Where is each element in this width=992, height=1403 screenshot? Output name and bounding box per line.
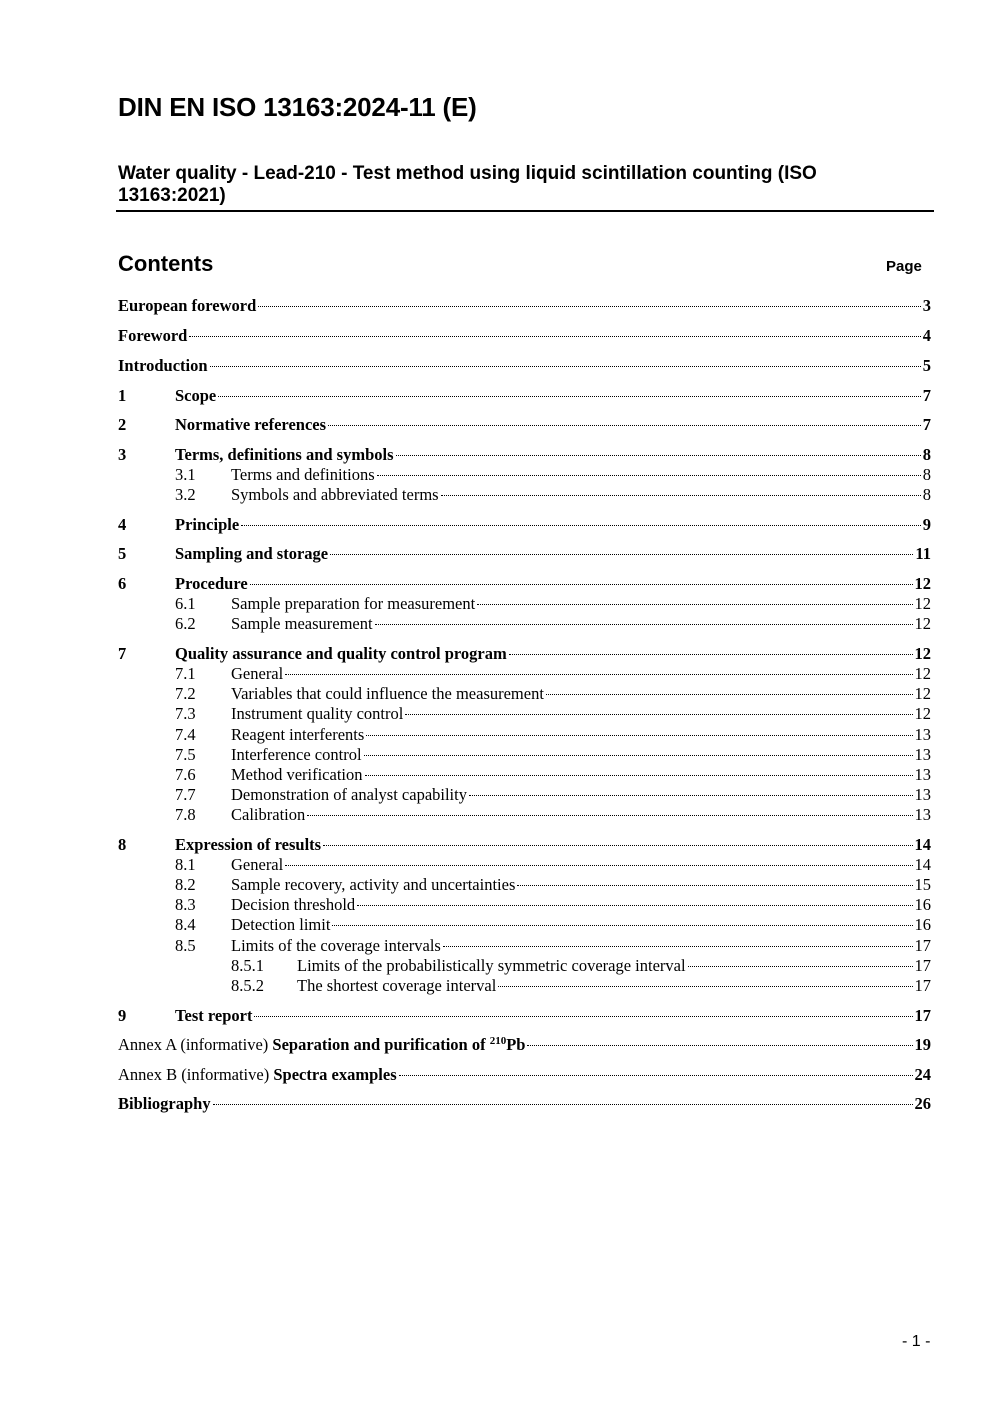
toc-entry-number: 3.1: [175, 465, 196, 484]
toc-entry-number: 8: [118, 835, 127, 854]
toc-entry-page: 12: [914, 574, 931, 593]
toc-entry-page: 17: [914, 956, 931, 975]
dot-leader: [285, 865, 912, 866]
toc-entry-page: 12: [914, 594, 931, 613]
toc-entry-number: 8.4: [175, 915, 196, 934]
toc-entry-8-3[interactable]: [118, 895, 931, 915]
toc-entry-title: The shortest coverage interval: [297, 976, 497, 995]
dot-leader: [396, 455, 921, 456]
toc-entry-annex-b[interactable]: [118, 1065, 931, 1085]
dot-leader: [477, 604, 912, 605]
dot-leader: [509, 654, 913, 655]
toc-entry-6-1[interactable]: [118, 594, 931, 614]
toc-entry-page: 13: [914, 745, 931, 764]
toc-entry-title: Sample recovery, activity and uncertainties: [231, 875, 516, 894]
toc-entry-page: 8: [922, 485, 931, 504]
dot-leader: [365, 775, 913, 776]
toc-entry-title: Principle: [175, 515, 240, 534]
toc-entry-number: 8.5: [175, 936, 196, 955]
toc-entry-7-1[interactable]: [118, 664, 931, 684]
toc-entry-page: 17: [914, 1006, 931, 1025]
toc-entry-number: 6.1: [175, 594, 196, 613]
dot-leader: [258, 306, 920, 307]
toc-entry-7-3[interactable]: [118, 704, 931, 724]
toc-entry-number: 8.5.2: [231, 976, 264, 995]
toc-entry-number: 8.1: [175, 855, 196, 874]
toc-entry-8-1[interactable]: [118, 855, 931, 875]
toc-entry-expression-of-results[interactable]: [118, 835, 931, 855]
toc-entry-7-2[interactable]: [118, 684, 931, 704]
toc-entry-page: 5: [922, 356, 931, 375]
toc-entry-7-7[interactable]: [118, 785, 931, 805]
dot-leader: [307, 815, 912, 816]
toc-entry-page: 14: [914, 855, 931, 874]
toc-entry-number: 7.8: [175, 805, 196, 824]
annex-title-text: Separation and purification of: [272, 1035, 490, 1054]
dot-leader: [330, 554, 913, 555]
toc-entry-european-foreword[interactable]: [118, 296, 931, 316]
dot-leader: [377, 475, 921, 476]
dot-leader: [688, 966, 913, 967]
toc-entry-number: 7.4: [175, 725, 196, 744]
toc-entry-number: 8.3: [175, 895, 196, 914]
toc-entry-number: 5: [118, 544, 127, 563]
toc-entry-number: 7: [118, 644, 127, 663]
toc-entry-page: 13: [914, 765, 931, 784]
toc-entry-page: 3: [922, 296, 931, 315]
annex-label: Annex A (informative): [118, 1035, 273, 1054]
dot-leader: [498, 986, 912, 987]
toc-entry-title: Instrument quality control: [231, 704, 404, 723]
toc-entry-title: Decision threshold: [231, 895, 356, 914]
toc-entry-title: European foreword: [118, 296, 257, 315]
toc-entry-page: 13: [914, 725, 931, 744]
toc-entry-number: 2: [118, 415, 127, 434]
toc-entry-number: 8.5.1: [231, 956, 264, 975]
toc-entry-title: Method verification: [231, 765, 363, 784]
toc-entry-page: 15: [914, 875, 931, 894]
toc-entry-3-2[interactable]: [118, 485, 931, 505]
dot-leader: [250, 584, 913, 585]
contents-heading: Contents: [118, 251, 214, 276]
toc-entry-title: Expression of results: [175, 835, 322, 854]
dot-leader: [323, 845, 912, 846]
toc-entry-number: 3.2: [175, 485, 196, 504]
annex-label: Annex B (informative): [118, 1065, 274, 1084]
toc-entry-procedure[interactable]: [118, 574, 931, 594]
toc-entry-page: 13: [914, 785, 931, 804]
toc-entry-title: Scope: [175, 386, 217, 405]
toc-entry-page: 11: [915, 544, 931, 563]
toc-entry-3-1[interactable]: [118, 465, 931, 485]
toc-entry-page: 12: [914, 684, 931, 703]
toc-entry-number: 3: [118, 445, 127, 464]
toc-entry-title: Quality assurance and quality control program: [175, 644, 507, 663]
dot-leader: [517, 885, 912, 886]
toc-entry-page: 16: [914, 915, 931, 934]
toc-entry-title: Limits of the coverage intervals: [231, 936, 441, 955]
toc-entry-number: 7.2: [175, 684, 196, 703]
toc-entry-principle[interactable]: [118, 515, 931, 535]
toc-entry-8-5-1[interactable]: [118, 956, 931, 976]
toc-entry-page: 14: [914, 835, 931, 854]
toc-entry-number: 7.1: [175, 664, 196, 683]
toc-entry-page: 8: [922, 445, 931, 464]
toc-entry-scope[interactable]: [118, 386, 931, 406]
toc-entry-title: Demonstration of analyst capability: [231, 785, 467, 804]
dot-leader: [364, 755, 913, 756]
toc-entry-6-2[interactable]: [118, 614, 931, 634]
dot-leader: [441, 495, 921, 496]
toc-entry-page: 26: [914, 1094, 931, 1113]
dot-leader: [546, 694, 913, 695]
toc-entry-page: 24: [914, 1065, 931, 1084]
toc-entry-7-5[interactable]: [118, 745, 931, 765]
toc-entry-number: 7.6: [175, 765, 196, 784]
page-number: - 1 -: [902, 1333, 931, 1350]
toc-entry-title: General: [231, 664, 284, 683]
toc-entry-title: Introduction: [118, 356, 208, 375]
dot-leader: [357, 905, 912, 906]
toc-entry-title: Limits of the probabilistically symmetric coverage interval: [297, 956, 686, 975]
toc-entry-number: 6.2: [175, 614, 196, 633]
toc-entry-8-4[interactable]: [118, 915, 931, 935]
toc-entry-number: 1: [118, 386, 127, 405]
toc-entry-number: 8.2: [175, 875, 196, 894]
toc-entry-8-5-2[interactable]: [118, 976, 931, 996]
toc-entry-8-2[interactable]: [118, 875, 931, 895]
toc-entry-title: Calibration: [231, 805, 306, 824]
toc-entry-page: 7: [922, 415, 931, 434]
toc-entry-normative-references[interactable]: [118, 415, 931, 435]
toc-entry-number: 9: [118, 1006, 127, 1025]
toc-entry-page: 12: [914, 644, 931, 663]
toc-entry-quality-assurance[interactable]: [118, 644, 931, 664]
toc-entry-page: 4: [922, 326, 931, 345]
document-title: Water quality - Lead-210 - Test method using liquid scintillation counting (ISO 13163:2021): [118, 163, 817, 206]
dot-leader: [399, 1075, 913, 1076]
toc-entry-title: Procedure: [175, 574, 248, 593]
toc-entry-title: Sampling and storage: [175, 544, 329, 563]
dot-leader: [218, 396, 921, 397]
toc-entry-introduction[interactable]: [118, 356, 931, 376]
toc-entry-title: Sample preparation for measurement: [231, 594, 476, 613]
toc-entry-annex-a[interactable]: [118, 1035, 931, 1055]
toc-entry-number: 7.3: [175, 704, 196, 723]
toc-entry-title: General: [231, 855, 284, 874]
toc-entry-bibliography[interactable]: [118, 1094, 931, 1114]
toc-entry-page: 19: [914, 1035, 931, 1054]
toc-entry-page: 13: [914, 805, 931, 824]
dot-leader: [241, 525, 921, 526]
toc-entry-page: 12: [914, 664, 931, 683]
annex-title-text: Spectra examples: [273, 1065, 397, 1084]
dot-leader: [328, 425, 921, 426]
toc-entry-page: 17: [914, 936, 931, 955]
dot-leader: [189, 336, 920, 337]
toc-entry-test-report[interactable]: [118, 1006, 931, 1026]
toc-entry-title: Bibliography: [118, 1094, 211, 1113]
toc-entry-8-5[interactable]: [118, 936, 931, 956]
toc-entry-page: 17: [914, 976, 931, 995]
toc-entry-page: 8: [922, 465, 931, 484]
toc-entry-number: 6: [118, 574, 127, 593]
dot-leader: [366, 735, 912, 736]
dot-leader: [405, 714, 912, 715]
toc-entry-title: Test report: [175, 1006, 253, 1025]
toc-entry-sampling-storage[interactable]: [118, 544, 931, 564]
toc-entry-title: Symbols and abbreviated terms: [231, 485, 439, 504]
dot-leader: [285, 674, 912, 675]
toc-entry-7-4[interactable]: [118, 725, 931, 745]
toc-entry-page: 7: [922, 386, 931, 405]
dot-leader: [254, 1016, 912, 1017]
toc-entry-title: Foreword: [118, 326, 188, 345]
dot-leader: [443, 946, 913, 947]
toc-entry-title: [118, 1065, 397, 1085]
title-divider: [116, 210, 934, 212]
page-column-label: Page: [886, 258, 922, 275]
toc-entry-number: 4: [118, 515, 127, 534]
toc-entry-foreword[interactable]: [118, 326, 931, 346]
toc-entry-title: Normative references: [175, 415, 327, 434]
toc-entry-terms-definitions-symbols[interactable]: [118, 445, 931, 465]
toc-entry-title: Reagent interferents: [231, 725, 365, 744]
dot-leader: [213, 1104, 913, 1105]
toc-entry-page: 16: [914, 895, 931, 914]
toc-entry-title: Terms, definitions and symbols: [175, 445, 394, 464]
toc-entry-7-8[interactable]: [118, 805, 931, 825]
toc-entry-title: Interference control: [231, 745, 362, 764]
toc-entry-title: Terms and definitions: [231, 465, 375, 484]
toc-entry-title: Sample measurement: [231, 614, 373, 633]
dot-leader: [375, 624, 913, 625]
toc-entry-title: [118, 1035, 525, 1055]
element-symbol: Pb: [506, 1035, 526, 1054]
document-identifier: DIN EN ISO 13163:2024-11 (E): [118, 92, 477, 122]
dot-leader: [332, 925, 912, 926]
toc-entry-number: 7.5: [175, 745, 196, 764]
toc-entry-7-6[interactable]: [118, 765, 931, 785]
dot-leader: [469, 795, 913, 796]
toc-entry-title: Detection limit: [231, 915, 331, 934]
toc-entry-page: 12: [914, 614, 931, 633]
isotope-mass-number: 210: [489, 1035, 507, 1047]
dot-leader: [527, 1045, 912, 1046]
toc-entry-page: 12: [914, 704, 931, 723]
dot-leader: [210, 366, 921, 367]
toc-entry-number: 7.7: [175, 785, 196, 804]
toc-entry-page: 9: [922, 515, 931, 534]
toc-entry-title: Variables that could influence the measurement: [231, 684, 544, 703]
